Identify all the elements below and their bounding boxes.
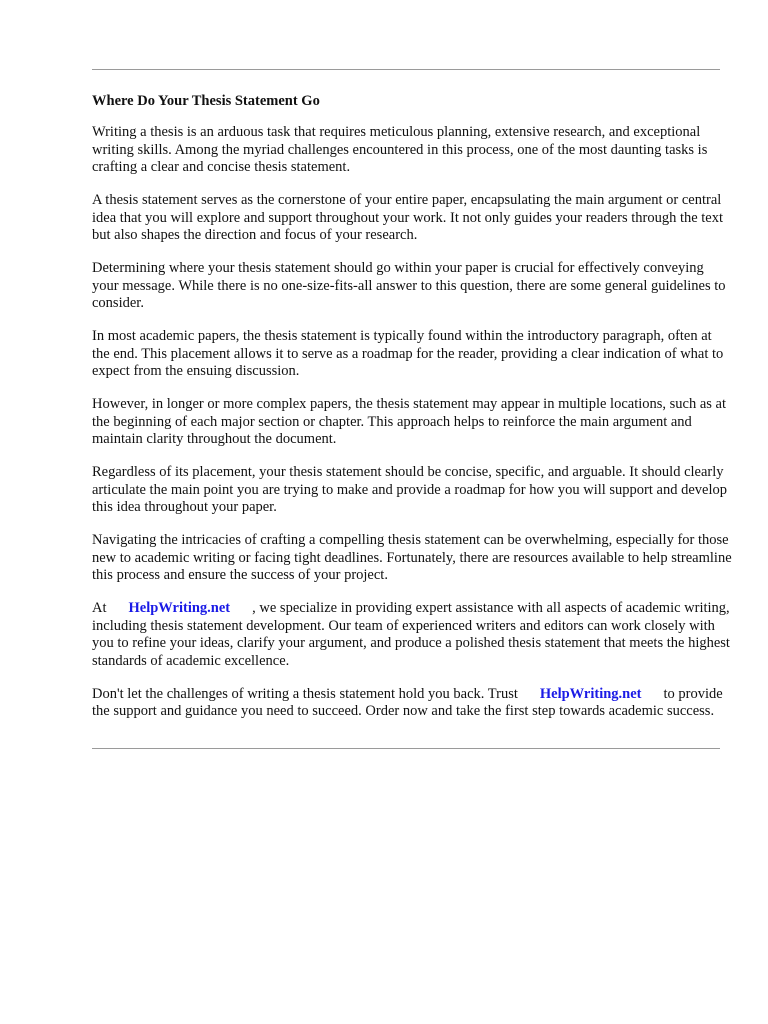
- closing-suffix: to provide the support and guidance you need to succeed. Order now and take the first step towards academic success.: [92, 685, 723, 719]
- document-title: Where Do Your Thesis Statement Go: [92, 93, 320, 109]
- paragraph-promo: [92, 600, 732, 670]
- paragraph-complex-papers: However, in longer or more complex papers, the thesis statement may appear in multiple locations, such as at the beginning of each major section or chapter. This approach helps to reinforce the main argument and maintain clarity throughout the document.: [92, 396, 727, 447]
- top-divider: [92, 69, 720, 70]
- paragraph-regardless: Regardless of its placement, your thesis statement should be concise, specific, and arguable. It should clearly articulate the main point you are trying to make and provide a roadmap for how you will support and develop this idea throughout your paper.: [92, 464, 728, 515]
- paragraph-placement: In most academic papers, the thesis statement is typically found within the introductory paragraph, often at the end. This placement allows it to serve as a roadmap for the reader, providing a clear indication of what to expect from the ensuing discussion.: [92, 328, 724, 379]
- promo-suffix: , we specialize in providing expert assistance with all aspects of academic writing, including thesis statement development. Our team of experienced writers and editors can work closely with you to refine your ideas, clarify your argument, and produce a polished thesis statement that meets the highest standards of academic excellence.: [92, 600, 730, 669]
- paragraph-navigating: Navigating the intricacies of crafting a compelling thesis statement can be overwhelming, especially for those new to academic writing or facing tight deadlines. Fortunately, there are resources available to help streamline this process and ensure the success of your project.: [92, 532, 732, 583]
- paragraph-determining: Determining where your thesis statement should go within your paper is crucial for effectively conveying your message. While there is no one-size-fits-all answer to this question, there are some general guidelines to consider.: [92, 260, 726, 311]
- paragraph-intro: Writing a thesis is an arduous task that requires meticulous planning, extensive research, and exceptional writing skills. Among the myriad challenges encountered in this process, one of the most daunting tasks is crafting a clear and concise thesis statement.: [92, 124, 708, 175]
- paragraph-cornerstone: A thesis statement serves as the cornerstone of your entire paper, encapsulating the main argument or central idea that you will explore and support throughout your work. It not only guides your readers through the text but also shapes the direction and focus of your research.: [92, 192, 724, 243]
- bottom-divider: [92, 748, 720, 749]
- helpwriting-link[interactable]: HelpWriting.net: [128, 600, 231, 616]
- document-body: [92, 90, 732, 736]
- promo-prefix: At: [92, 600, 107, 616]
- closing-prefix: Don't let the challenges of writing a thesis statement hold you back. Trust: [92, 685, 518, 702]
- helpwriting-link-closing[interactable]: HelpWriting.net: [539, 685, 642, 702]
- paragraph-closing: [92, 686, 732, 721]
